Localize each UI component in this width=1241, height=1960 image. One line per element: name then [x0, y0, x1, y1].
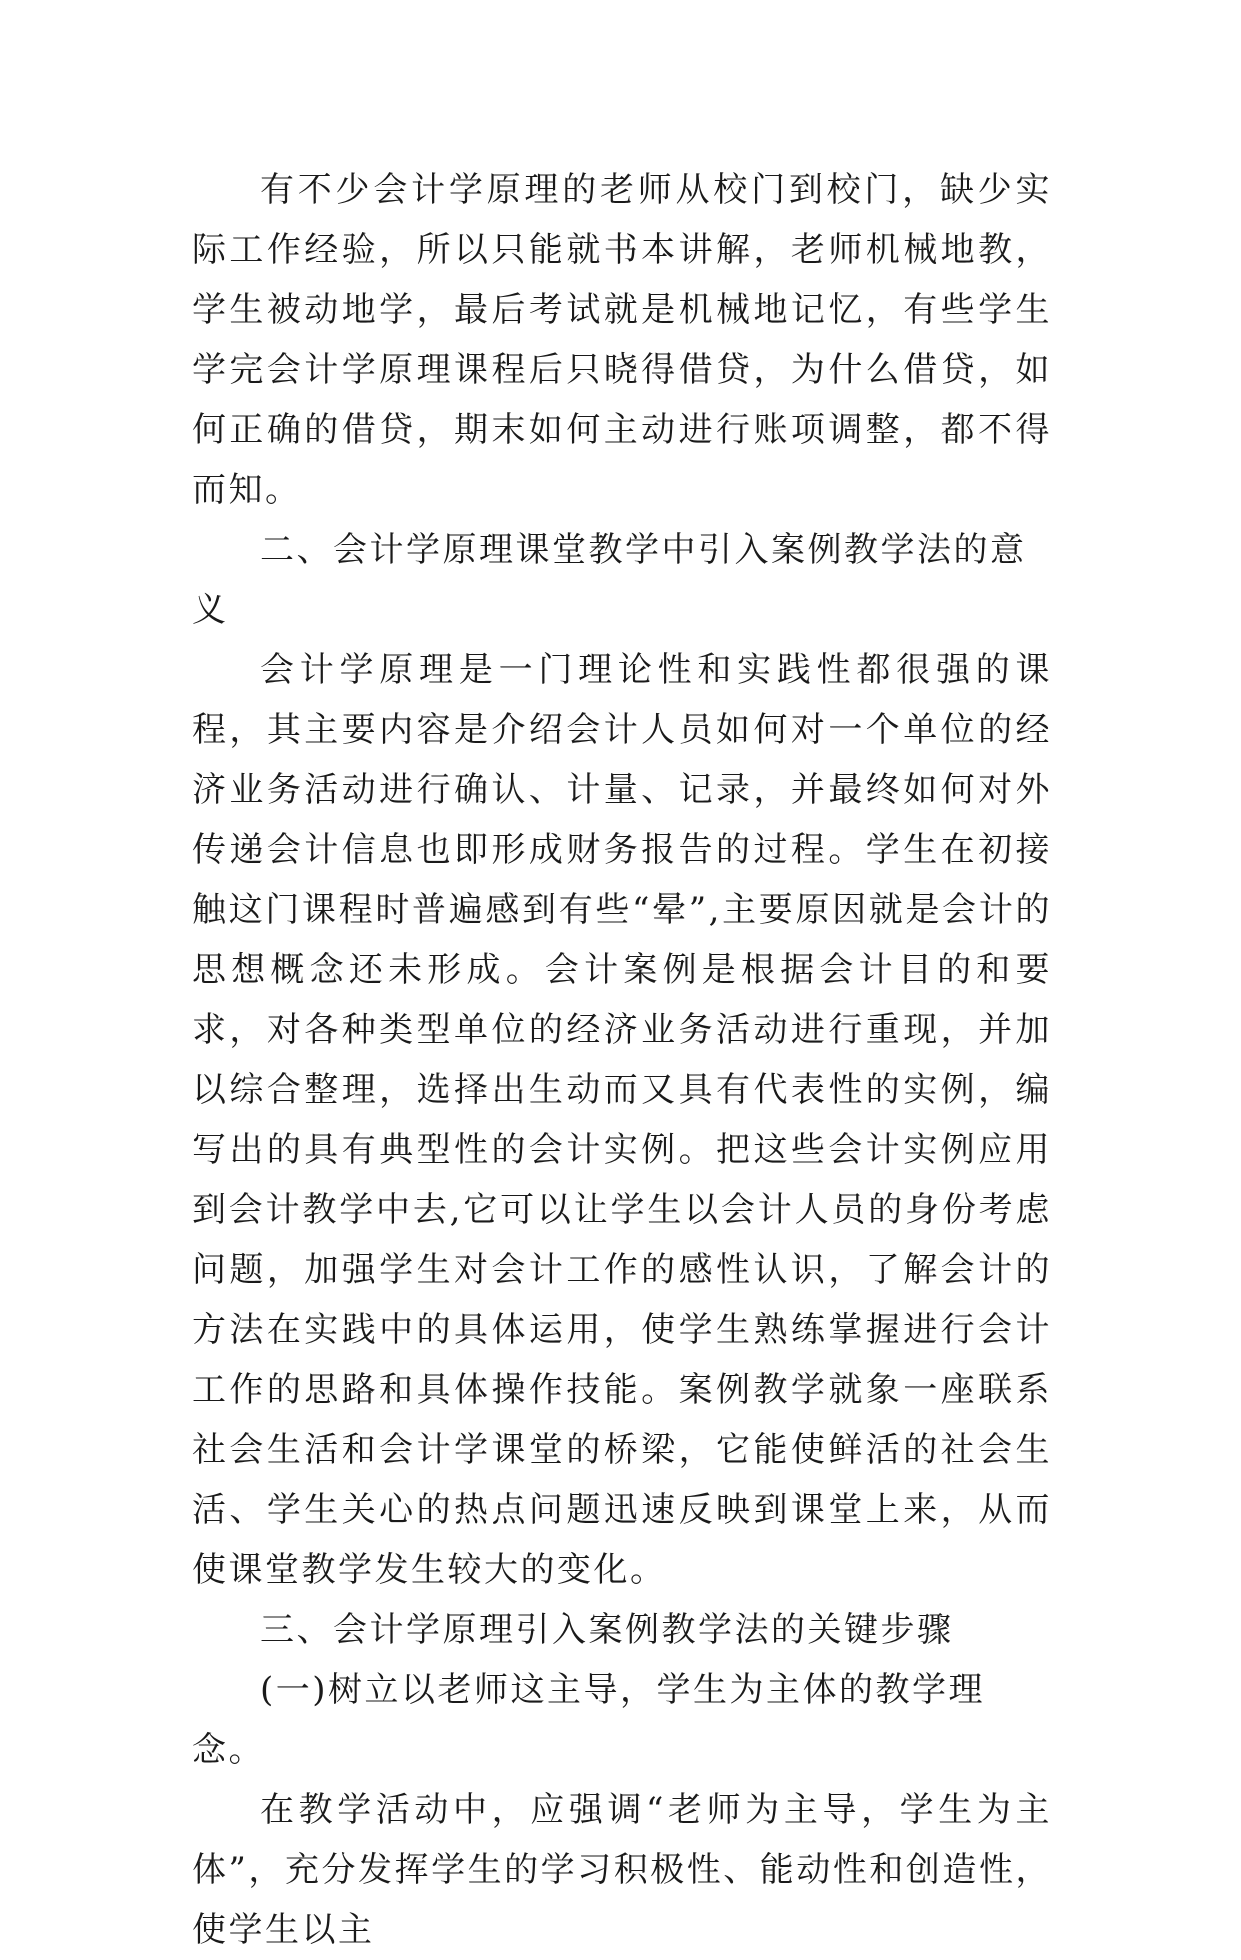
paragraph-significance: 会计学原理是一门理论性和实践性都很强的课程，其主要内容是介绍会计人员如何对一个单位的经济业务活动进行确认、计量、记录，并最终如何对外传递会计信息也即形成财务报告的过程。学生在初接触这门课程时普遍感到有些“晕”,主要原因就是会计的思想概念还未形成。会计案例是根据会计目的和要求，对各种类型单位的经济业务活动进行重现，并加以综合整理，选择出生动而又具有代表性的实例，编写出的具有典型性的会计实例。把这些会计实例应用到会计教学中去,它可以让学生以会计人员的身份考虑问题，加强学生对会计工作的感性认识，了解会计的方法在实践中的具体运用，使学生熟练掌握进行会计工作的思路和具体操作技能。案例教学就象一座联系社会生活和会计学课堂的桥梁，它能使鲜活的社会生活、学生关心的热点问题迅速反映到课堂上来，从而使课堂教学发生较大的变化。: [192, 650, 1052, 1590]
document-page: [192, 160, 1052, 1960]
paragraph-intro: 有不少会计学原理的老师从校门到校门，缺少实际工作经验，所以只能就书本讲解，老师机械地教，学生被动地学，最后考试就是机械地记忆，有些学生学完会计学原理课程后只晓得借贷，为什么借贷，如何正确的借贷，期末如何主动进行账项调整，都不得而知。: [192, 170, 1052, 510]
section-heading-3: 三、会计学原理引入案例教学法的关键步骤: [260, 1610, 954, 1650]
section-heading-2: 二、会计学原理课堂教学中引入案例教学法的意义: [192, 530, 1027, 630]
subsection-heading-1: (一)树立以老师这主导，学生为主体的教学理念。: [192, 1670, 986, 1770]
paragraph-teaching-concept: 在教学活动中，应强调“老师为主导，学生为主体”，充分发挥学生的学习积极性、能动性和创造性，使学生以主: [192, 1790, 1052, 1950]
